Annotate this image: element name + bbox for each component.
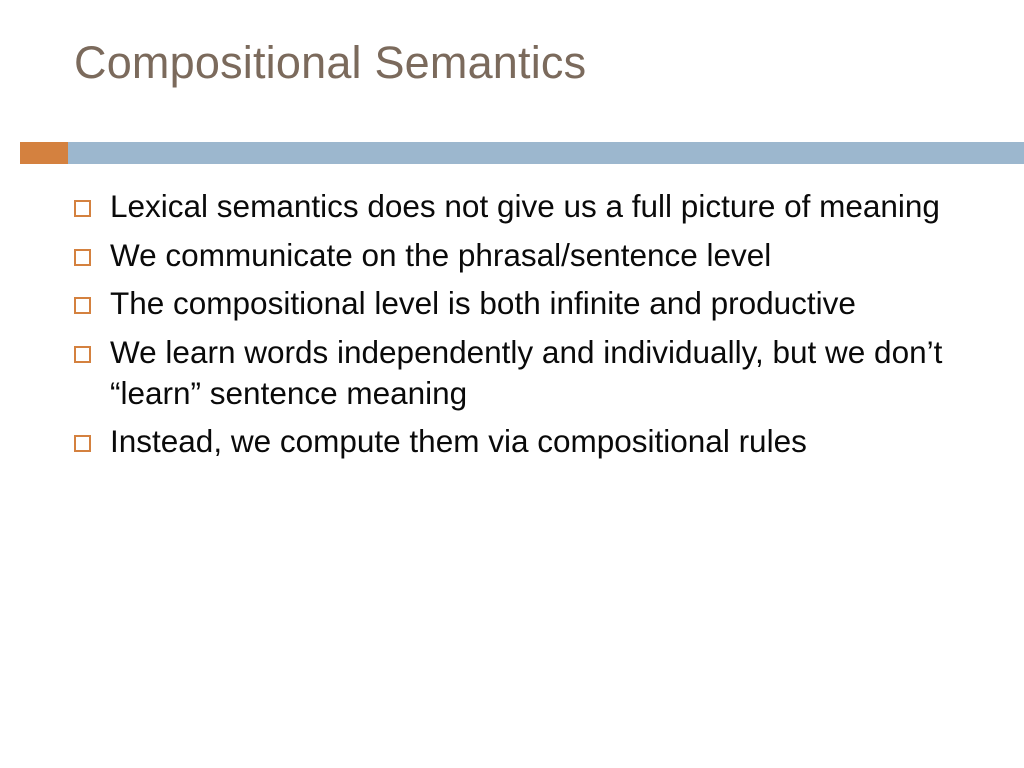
- square-outline-bullet-icon: [74, 346, 91, 363]
- title-rule: [68, 142, 1024, 164]
- square-outline-bullet-icon: [74, 249, 91, 266]
- list-item: [74, 283, 994, 324]
- list-item: [74, 186, 994, 227]
- square-outline-bullet-icon: [74, 200, 91, 217]
- square-outline-bullet-icon: [74, 297, 91, 314]
- list-item: [74, 235, 994, 276]
- list-item-text: We communicate on the phrasal/sentence level: [110, 236, 772, 273]
- title-rule-accent: [20, 142, 68, 164]
- list-item-text: We learn words independently and individually, but we don’t “learn” sentence meaning: [110, 333, 943, 411]
- list-item-text: Instead, we compute them via compositional rules: [110, 423, 807, 460]
- list-item-text: Lexical semantics does not give us a full picture of meaning: [110, 188, 940, 224]
- page-title: Compositional Semantics: [74, 37, 587, 88]
- square-outline-bullet-icon: [74, 435, 91, 452]
- list-item-text: The compositional level is both infinite and productive: [110, 285, 856, 322]
- list-item: [74, 332, 994, 413]
- bullet-list: [74, 186, 994, 470]
- list-item: [74, 421, 994, 462]
